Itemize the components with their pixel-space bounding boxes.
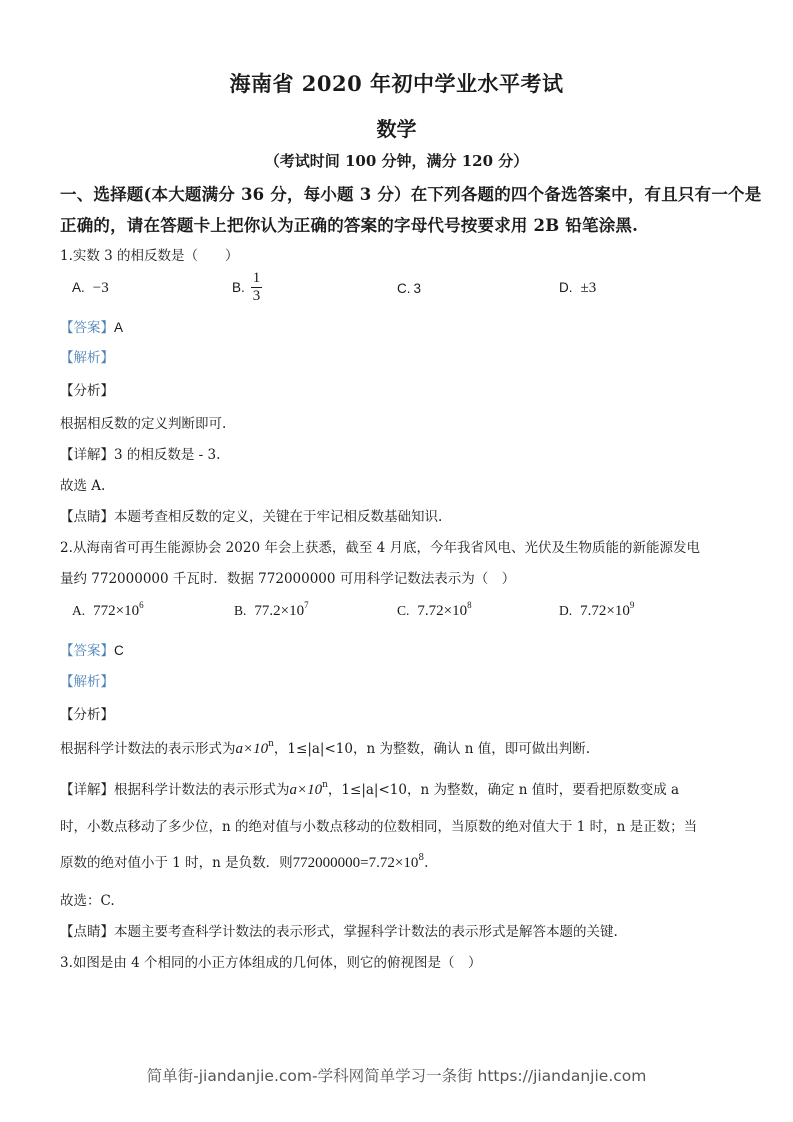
option-base: 772×10: [93, 603, 140, 619]
q1-detail: [60, 443, 220, 463]
detail-post: .: [424, 855, 429, 871]
option-value: −3: [92, 280, 109, 296]
detail-exponent: 8: [418, 853, 425, 863]
q1-option-c: [397, 281, 421, 296]
fenxi-post: ，1≤|a|<10，n 为整数，确认 n 值，即可做出判断.: [273, 741, 591, 757]
q1-comment: [60, 505, 442, 525]
option-label: C.: [397, 281, 411, 296]
option-exponent: 7: [304, 600, 309, 610]
option-exponent: 8: [467, 600, 472, 610]
fenxi-math: a×10: [235, 741, 269, 757]
fenxi-exponent: n: [268, 739, 274, 749]
q2-option-d: [559, 600, 634, 620]
option-label: B.: [232, 280, 245, 295]
comment-label: 【点睛】: [60, 924, 114, 940]
q3-stem: 3.如图是由 4 个相同的小正方体组成的几何体，则它的俯视图是（ ）: [60, 955, 482, 971]
q2-option-c: [397, 600, 472, 620]
q2-detail-line3: [60, 851, 428, 872]
option-exponent: 6: [139, 600, 144, 610]
q2-fenxi-text: [60, 737, 590, 758]
q1-option-a: [72, 280, 109, 297]
detail-label: 【详解】: [60, 447, 114, 463]
option-value: [93, 600, 144, 619]
detail-pre: 原数的绝对值小于 1 时，n 是负数．则: [60, 855, 293, 871]
q2-choose: 故选：C.: [60, 893, 115, 909]
q1-option-d: [559, 280, 596, 297]
option-value: 3: [413, 281, 422, 296]
exam-note: （考试时间 100 分钟，满分 120 分）: [264, 152, 529, 170]
q2-detail-line2: 时，小数点移动了多少位，n 的绝对值与小数点移动的位数相同，当原数的绝对值大于 1 时，n 是正数；当: [60, 819, 698, 835]
detail-math: 772000000=7.72×10: [292, 855, 419, 871]
q1-choose: 故选 A.: [60, 478, 106, 494]
q1-analysis-label: 【解析】: [60, 350, 114, 366]
footer-watermark: 简单街-jiandanjie.com-学科网简单学习一条街 https://jiandanjie.com: [146, 1067, 647, 1085]
q2-detail-line1: [60, 778, 679, 799]
answer-label: 【答案】: [60, 643, 114, 659]
option-value: ±3: [580, 280, 597, 296]
option-label: D.: [559, 280, 573, 295]
detail-label: 【详解】: [60, 782, 114, 798]
q2-comment: [60, 920, 618, 940]
q2-stem-line1: 2.从海南省可再生能源协会 2020 年会上获悉，截至 4 月底，今年我省风电、光伏及生物质能的新能源发电: [60, 540, 700, 556]
answer-value: C: [114, 643, 124, 658]
option-label: A.: [72, 280, 85, 295]
section-instructions-line2: 正确的，请在答题卡上把你认为正确的答案的字母代号按要求用 2B 铅笔涂黑.: [60, 216, 639, 235]
q2-option-b: [234, 600, 309, 620]
q1-answer: [60, 316, 123, 336]
comment-text: 本题考查相反数的定义，关键在于牢记相反数基础知识.: [114, 509, 443, 525]
option-label: D.: [559, 603, 573, 618]
subject-title: 数学: [376, 117, 417, 141]
fraction-denominator: 3: [252, 288, 261, 304]
detail-exponent: n: [322, 780, 328, 790]
fraction-numerator: 1: [252, 270, 261, 286]
q2-stem-line2: 量约 772000000 千瓦时．数据 772000000 可用科学记数法表示为（ ）: [60, 571, 516, 587]
option-exponent: 9: [629, 600, 635, 610]
q1-fenxi-text: 根据相反数的定义判断即可.: [60, 416, 227, 432]
q2-analysis-label: 【解析】: [60, 674, 114, 690]
option-label: C.: [397, 603, 410, 618]
section-instructions-line1: 一、选择题(本大题满分 36 分，每小题 3 分）在下列各题的四个备选答案中，有且只有一个是: [60, 185, 762, 204]
detail-text: 3 的相反数是 - 3.: [114, 447, 221, 463]
option-value: [580, 600, 635, 619]
comment-label: 【点睛】: [60, 509, 114, 525]
comment-text: 本题主要考查科学计数法的表示形式，掌握科学计数法的表示形式是解答本题的关键.: [114, 924, 618, 940]
exam-title: 海南省 2020 年初中学业水平考试: [229, 71, 564, 96]
answer-label: 【答案】: [60, 320, 114, 336]
q2-option-a: [72, 600, 144, 620]
option-value: [254, 600, 309, 619]
q2-fenxi-label: 【分析】: [60, 707, 114, 723]
q1-option-b: [232, 270, 262, 305]
detail-math: a×10: [289, 782, 323, 798]
option-label: A.: [72, 603, 86, 618]
q1-fenxi-label: 【分析】: [60, 383, 114, 399]
option-value: [417, 600, 472, 619]
detail-pre: 根据科学计数法的表示形式为: [114, 782, 290, 798]
fraction: [251, 270, 263, 305]
q2-answer: [60, 639, 124, 659]
option-base: 77.2×10: [254, 603, 305, 619]
option-base: 7.72×10: [417, 603, 468, 619]
detail-post: ，1≤|a|<10，n 为整数，确定 n 值时，要看把原数变成 a: [327, 782, 680, 798]
fenxi-pre: 根据科学计数法的表示形式为: [60, 741, 236, 757]
q1-stem: 1.实数 3 的相反数是（ ）: [60, 248, 239, 264]
option-label: B.: [234, 603, 247, 618]
option-base: 7.72×10: [580, 603, 630, 619]
answer-value: A: [114, 320, 124, 335]
